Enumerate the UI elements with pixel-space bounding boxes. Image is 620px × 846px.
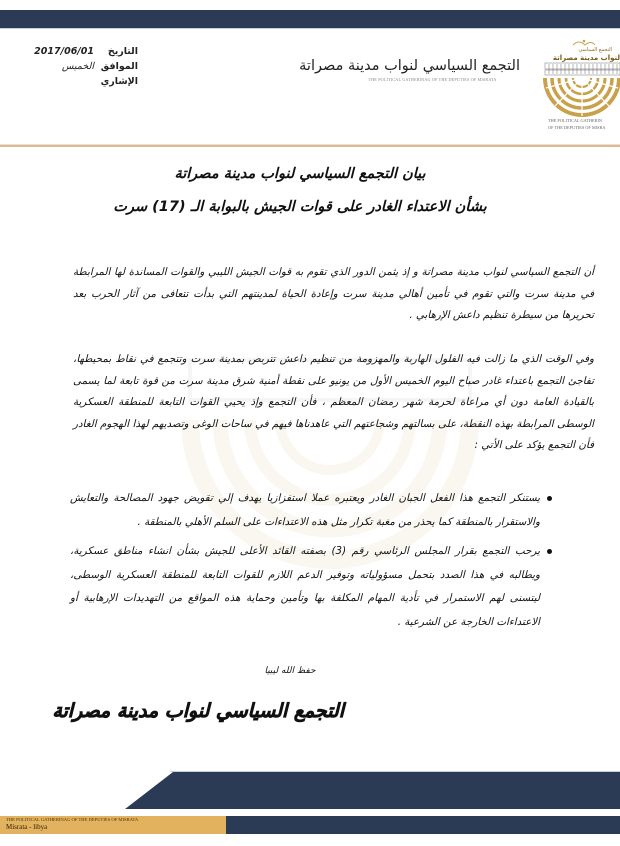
body-paragraph-2: وفي الوقت الذي ما زالت فيه الفلول الهاربة والمهزومة من تنظيم داعش تتربص بمدينة سرت وتتجمع في نقاط بمحيطها، تفاجئ التجمع باعتداء غادر صباح اليوم الخميس الأول من يونيو على نقطة أمنية شرق مدينة سرت من قوة تابعة لما يسمى بالقيادة العامة دون أي مراعاة لحرمة شهر رمضان المعظم ، فأن التجمع وإذ يحيي القوات التابعة للمنطقة العسكرية الوسطى المرابطة بهذه النقطة، على بسالتهم وشجاعتهم التي عاهدناها فيهم في ساحات الوغى وتصديهم لهذا الهجوم الغادر فأن التجمع يؤكد على الأتي : [73, 353, 594, 451]
bullet-icon [547, 549, 552, 554]
organization-logo [543, 36, 620, 136]
statement-title [80, 158, 520, 224]
organization-brand [299, 58, 520, 82]
day-value: الخميس [61, 61, 94, 72]
signature-organization: التجمع السياسي لنواب مدينة مصراتة [52, 700, 344, 722]
list-item-text: يستنكر التجمع هذا الفعل الجبان الغادر ويعتبره عملا استفزازيا يهدف إلي تقويض جهود المصالحة والتعايش والاستقرار بالمنطقة كما يحذر من مغبة تكرار مثل هذه الاعتداءات على السلم الأهلي بالمنطقة . [70, 492, 540, 528]
title-line-1: بيان التجمع السياسي لنواب مدينة مصراتة [174, 166, 426, 182]
footer-decoration [0, 770, 620, 846]
date-label: التاريخ [107, 46, 138, 57]
list-item [70, 540, 540, 634]
reference-row [28, 74, 138, 89]
title-line-2: بشأن الاعتداء الغادر على قوات الجيش بالبوابة الـ (17) سرت [113, 199, 487, 215]
footer-location: Misrata - libya [6, 823, 48, 831]
footer-navy-trapezoid [125, 772, 620, 809]
list-item [70, 487, 540, 534]
bullet-icon [547, 496, 552, 501]
statement-points-list [70, 487, 540, 640]
top-decorative-bar [0, 10, 620, 29]
body-paragraph-1: أن التجمع السياسي لنواب مدينة مصراتة و إذ يثمن الدور الذي تقوم به قوات الجيش الليبي والقوات المساندة لها المرابطة في مدينة سرت والتي تقوم في تأمين أهالي مدينة سرت وإعادة الحياة لمدينتهم التي بدأت تتعافى من آثار الحرب بعد تحريرها من سيطرة تنظيم داعش الإرهابي . [73, 266, 594, 321]
brand-name-english: THE POLITICAL GATHERINAG OF THE DEPUTIES OF MISRATA [368, 77, 497, 82]
logo-text-arabic-line2: لنواب مدينة مصراتة [552, 54, 620, 62]
reference-label: الإشاري [100, 76, 138, 87]
day-row [28, 59, 138, 74]
footer-navy-band [226, 816, 620, 834]
footer-org-name-english: THE POLITICAL GATHERINAG OF THE DEPUTIES OF MISRATA [6, 817, 139, 822]
header-divider [0, 144, 620, 147]
logo-text-english-line2: OF THE DEPUTIES OF MISRA [548, 124, 606, 130]
logo-text-arabic-line1: التجمع السياسي [578, 47, 612, 53]
date-value: 2017/06/01 [34, 46, 94, 57]
document-metadata [28, 44, 138, 89]
closing-phrase: حفظ الله ليبيا [264, 666, 316, 676]
logo-text-english [548, 118, 605, 131]
brand-name-arabic: التجمع السياسي لنواب مدينة مصراتة [299, 58, 520, 74]
date-row [28, 44, 138, 59]
logo-text-english-line1: THE POLITICAL GATHERIN [548, 118, 603, 123]
day-label: الموافق [100, 61, 138, 72]
list-item-text: يرحب التجمع بقرار المجلس الرئاسي رقم (3) بصفته القائد الأعلى للجيش بشأن انشاء مناطق عسكرية، ويطالبه في هذا الصدد بتحمل مسؤولياته وتوفير الدعم اللازم للقوات التابعة للمنطقة العسكرية الوسطى، ليتسنى لهم الاستمرار في تأدية المهام المكلفة بها وتأمين وحماية هذه المواقع من التهديدات الإرهابية أو الاعتداءات الخارجة عن الشرعية . [70, 545, 540, 628]
